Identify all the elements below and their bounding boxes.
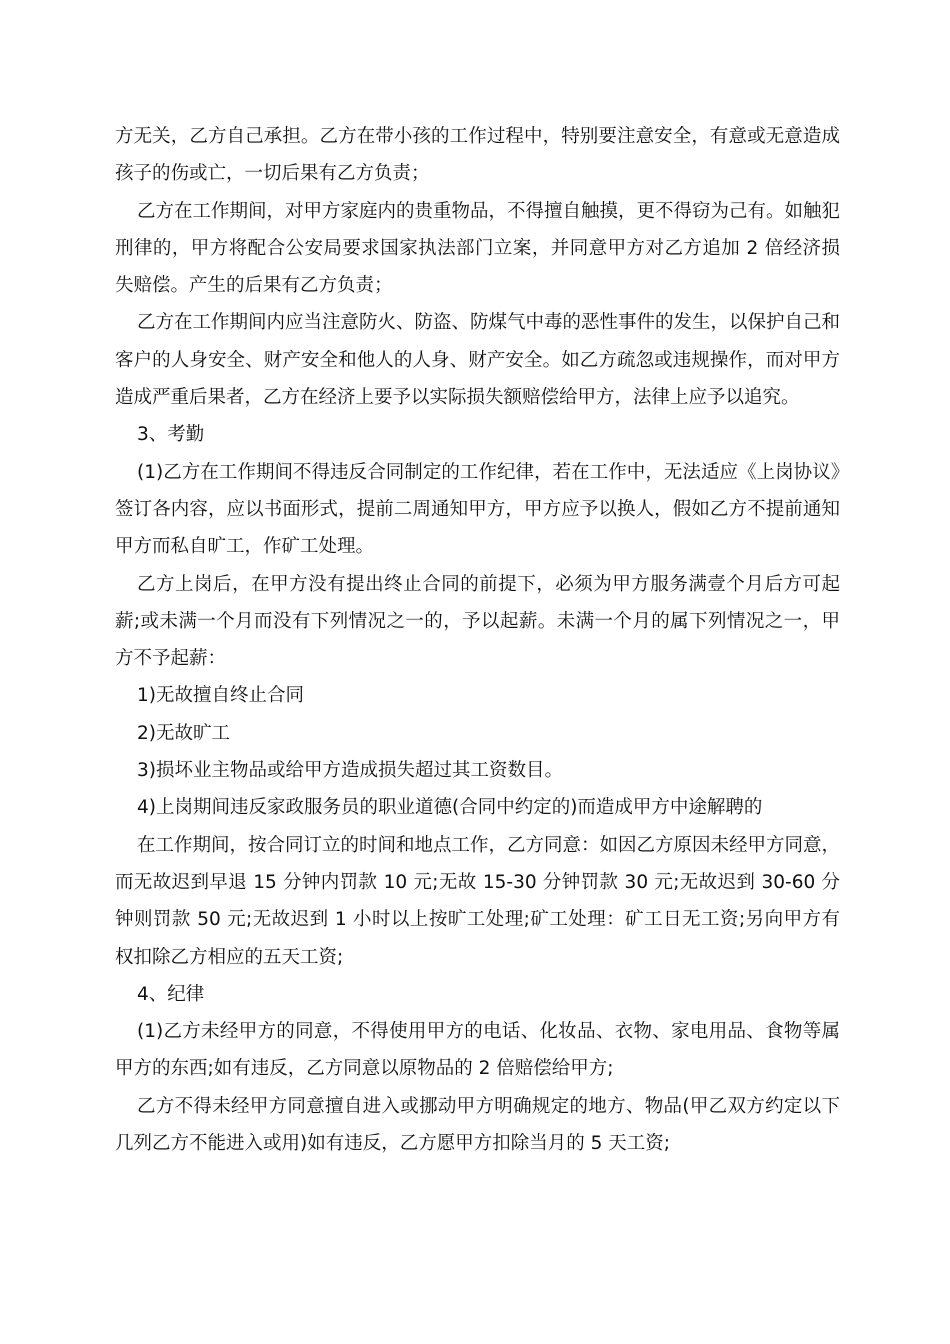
paragraph-child-safety-continued: 方无关，乙方自己承担。乙方在带小孩的工作过程中，特别要注意安全，有意或无意造成孩子的伤或亡，一切后果有乙方负责；	[115, 126, 840, 185]
paragraph-discipline-1: (1)乙方未经甲方的同意，不得使用甲方的电话、化妆品、衣物、家电用品、食物等属甲方的东西;如有违反，乙方同意以原物品的 2 倍赔偿给甲方;	[115, 1021, 840, 1080]
list-item-4: 4)上岗期间违反家政服务员的职业道德(合同中约定的)而造成甲方中途解聘的	[137, 797, 763, 819]
paragraph-attendance-1: (1)乙方在工作期间不得违反合同制定的工作纪律，若在工作中，无法适应《上岗协议》签订各内容，应以书面形式，提前二周通知甲方，甲方应予以换人，假如乙方不提前通知甲方而私自旷工，作矿工处理。	[115, 461, 840, 558]
list-item-3: 3)损坏业主物品或给甲方造成损失超过其工资数目。	[137, 760, 563, 782]
paragraph-valuables: 乙方在工作期间，对甲方家庭内的贵重物品，不得擅自触摸，更不得窃为己有。如触犯刑律的，甲方将配合公安局要求国家执法部门立案，并同意甲方对乙方追加 2 倍经济损失赔偿。产生的后果有乙方负责；	[115, 200, 841, 297]
section-heading-attendance: 3、考勤	[137, 424, 205, 446]
list-item-1: 1)无故擅自终止合同	[137, 685, 304, 707]
paragraph-salary-start: 乙方上岗后，在甲方没有提出终止合同的前提下，必须为甲方服务满壹个月后方可起薪;或未满一个月而没有下列情况之一的，予以起薪。未满一个月的属下列情况之一，甲方不予起薪：	[115, 573, 840, 670]
document-page	[115, 118, 840, 1162]
paragraph-restricted-areas: 乙方不得未经甲方同意擅自进入或挪动甲方明确规定的地方、物品(甲乙双方约定以下几列乙方不能进入或用)如有违反，乙方愿甲方扣除当月的 5 天工资;	[115, 1095, 840, 1155]
paragraph-lateness-penalties: 在工作期间，按合同订立的时间和地点工作，乙方同意：如因乙方原因未经甲方同意，而无故迟到早退 15 分钟内罚款 10 元;无故 15-30 分钟罚款 30 元;无故迟到 30-60 分钟则罚款 50 元;无故迟到 1 小时以上按旷工处理;矿工处理：矿工日无工资;另向甲方有权扣除乙方相应的五天工资;	[115, 834, 841, 968]
section-heading-discipline: 4、纪律	[137, 983, 205, 1005]
list-item-2: 2)无故旷工	[137, 722, 230, 744]
paragraph-fire-safety: 乙方在工作期间内应当注意防火、防盗、防煤气中毒的恶性事件的发生，以保护自己和客户的人身安全、财产安全和他人的人身、财产安全。如乙方疏忽或违规操作，而对甲方造成严重后果者，乙方在经济上要予以实际损失额赔偿给甲方，法律上应予以追究。	[115, 312, 841, 409]
